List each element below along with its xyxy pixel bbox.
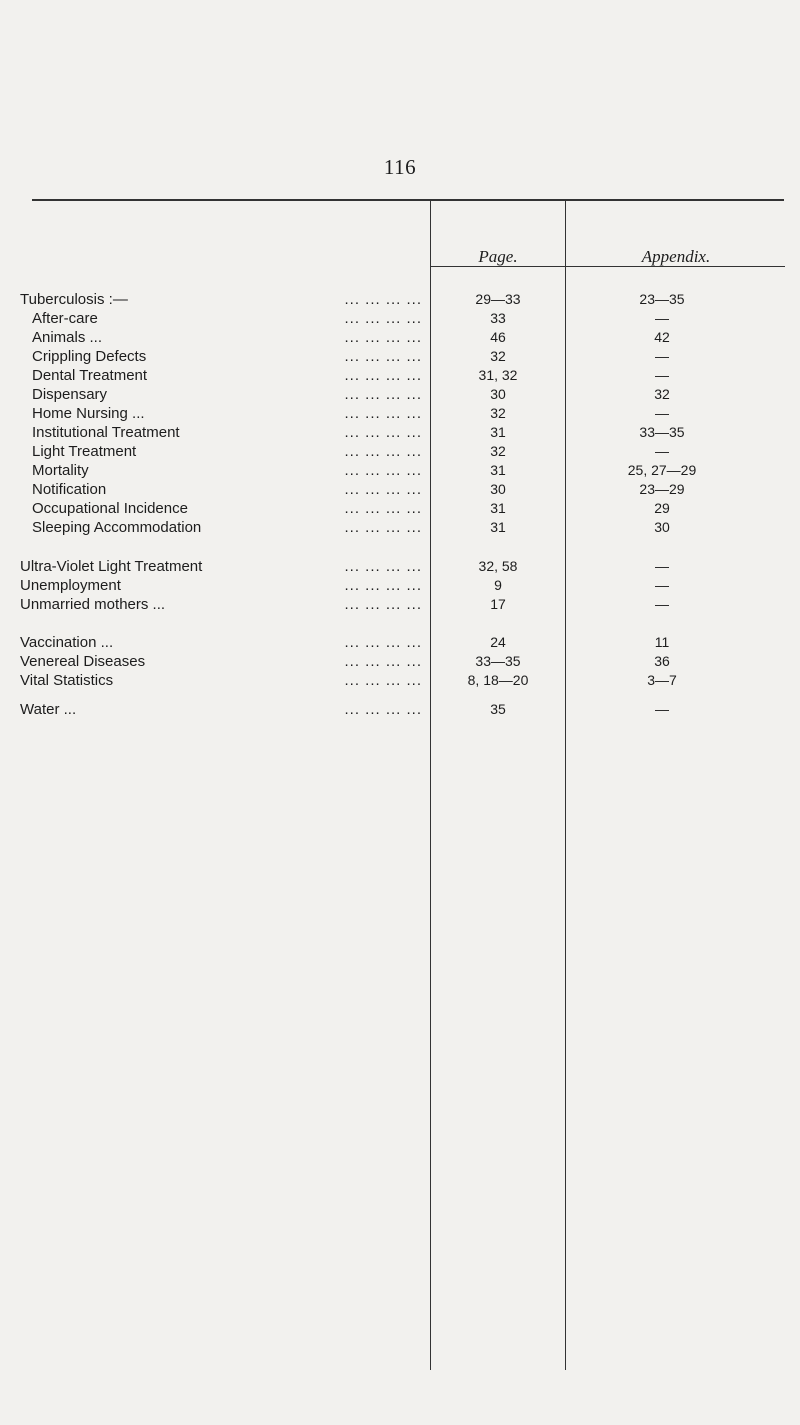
leader-dots: ... ... ... ... [344, 500, 422, 517]
appendix-reference: — [655, 577, 669, 593]
leader-dots: ... ... ... ... [344, 558, 422, 575]
page-reference: 17 [490, 596, 506, 612]
entry-label [32, 385, 428, 404]
entry-label [20, 652, 428, 671]
appendix-reference: 30 [654, 519, 670, 535]
entry-label [20, 595, 428, 614]
leader-dots: ... ... ... ... [344, 386, 422, 403]
entry-label [20, 557, 428, 576]
index-row [0, 671, 800, 690]
index-row [0, 404, 800, 423]
entry-label [20, 576, 428, 595]
page-reference: 31 [490, 500, 506, 516]
leader-dots: ... ... ... ... [344, 329, 422, 346]
page-reference: 35 [490, 701, 506, 717]
index-row [0, 499, 800, 518]
entry-label [32, 480, 428, 499]
appendix-reference: 33—35 [639, 424, 685, 440]
entry-label [32, 461, 428, 480]
index-row [0, 595, 800, 614]
index-row [0, 328, 800, 347]
page-reference: 32 [490, 348, 506, 364]
page-reference: 32 [490, 443, 506, 459]
appendix-reference: — [655, 596, 669, 612]
leader-dots: ... ... ... ... [344, 424, 422, 441]
leader-dots: ... ... ... ... [344, 577, 422, 594]
leader-dots: ... ... ... ... [344, 405, 422, 422]
leader-dots: ... ... ... ... [344, 443, 422, 460]
entry-label-text: Sleeping Accommodation [32, 519, 202, 536]
index-row [0, 700, 800, 719]
page-reference: 31, 32 [478, 367, 518, 383]
page-reference: 46 [490, 329, 506, 345]
column-header-page: Page. [478, 247, 518, 266]
appendix-reference: 25, 27—29 [627, 462, 697, 478]
appendix-reference: 36 [654, 653, 670, 669]
index-row [0, 347, 800, 366]
appendix-reference: 42 [654, 329, 670, 345]
leader-dots: ... ... ... ... [344, 596, 422, 613]
entry-label-text: Tuberculosis :— [20, 291, 128, 308]
page-reference: 9 [494, 577, 502, 593]
appendix-reference: 23—35 [639, 291, 685, 307]
entry-label-text: Mortality [32, 462, 89, 479]
appendix-reference: — [655, 310, 669, 326]
entry-label-text: Occupational Incidence [32, 500, 188, 517]
entry-label-text: Dispensary [32, 386, 108, 403]
leader-dots: ... ... ... ... [344, 310, 422, 327]
appendix-reference: — [655, 405, 669, 421]
page-reference: 24 [490, 634, 506, 650]
appendix-reference: — [655, 367, 669, 383]
index-row [0, 290, 800, 309]
leader-dots: ... ... ... ... [344, 462, 422, 479]
entry-label-text: Venereal Diseases [20, 653, 146, 670]
entry-label [32, 404, 428, 423]
page-number: 116 [383, 155, 417, 179]
index-row [0, 557, 800, 576]
entry-label-text: Dental Treatment [32, 367, 148, 384]
entry-label-text: Ultra-Violet Light Treatment [20, 558, 203, 575]
entry-label-text: Institutional Treatment [32, 424, 180, 441]
entry-label-text: Light Treatment [32, 443, 137, 460]
index-row [0, 366, 800, 385]
page-reference: 33—35 [475, 653, 521, 669]
entry-label [20, 671, 428, 690]
page-reference: 29—33 [475, 291, 521, 307]
index-row [0, 576, 800, 595]
index-row [0, 461, 800, 480]
entry-label [20, 290, 428, 309]
appendix-reference: 32 [654, 386, 670, 402]
column-header-appendix: Appendix. [641, 247, 711, 266]
leader-dots: ... ... ... ... [344, 348, 422, 365]
leader-dots: ... ... ... ... [344, 653, 422, 670]
page-reference: 31 [490, 519, 506, 535]
leader-dots: ... ... ... ... [344, 291, 422, 308]
entry-label [32, 518, 428, 537]
index-row [0, 423, 800, 442]
page-reference: 31 [490, 424, 506, 440]
leader-dots: ... ... ... ... [344, 481, 422, 498]
leader-dots: ... ... ... ... [344, 701, 422, 718]
page-reference: 33 [490, 310, 506, 326]
appendix-reference: — [655, 443, 669, 459]
appendix-reference: 29 [654, 500, 670, 516]
appendix-reference: 11 [654, 634, 670, 650]
entry-label [32, 309, 428, 328]
entry-label-text: Unmarried mothers ... [20, 596, 166, 613]
index-row [0, 442, 800, 461]
index-row [0, 633, 800, 652]
entry-label [32, 366, 428, 385]
appendix-reference: 3—7 [647, 672, 677, 688]
index-row [0, 385, 800, 404]
appendix-reference: — [655, 701, 669, 717]
top-rule [32, 199, 784, 201]
entry-label-text: Water ... [20, 701, 77, 718]
entry-label [32, 499, 428, 518]
appendix-reference: — [655, 348, 669, 364]
entry-label-text: Notification [32, 481, 107, 498]
page-reference: 32 [490, 405, 506, 421]
entry-label-text: Unemployment [20, 577, 121, 594]
page-reference: 30 [490, 481, 506, 497]
appendix-reference: — [655, 558, 669, 574]
index-row [0, 518, 800, 537]
leader-dots: ... ... ... ... [344, 672, 422, 689]
entry-label-text: Vaccination ... [20, 634, 114, 651]
leader-dots: ... ... ... ... [344, 519, 422, 536]
entry-label [32, 423, 428, 442]
appendix-reference: 23—29 [639, 481, 685, 497]
page-reference: 8, 18—20 [467, 672, 529, 688]
entry-label-text: After-care [32, 310, 98, 327]
entry-label-text: Crippling Defects [32, 348, 147, 365]
leader-dots: ... ... ... ... [344, 634, 422, 651]
page-reference: 32, 58 [478, 558, 518, 574]
entry-label [32, 347, 428, 366]
index-row [0, 480, 800, 499]
leader-dots: ... ... ... ... [344, 367, 422, 384]
entry-label-text: Home Nursing ... [32, 405, 145, 422]
index-row [0, 309, 800, 328]
page-reference: 30 [490, 386, 506, 402]
entry-label [32, 328, 428, 347]
page-reference: 31 [490, 462, 506, 478]
entry-label [32, 442, 428, 461]
entry-label-text: Animals ... [32, 329, 103, 346]
entry-label [20, 633, 428, 652]
entry-label-text: Vital Statistics [20, 672, 114, 689]
index-row [0, 652, 800, 671]
entry-label [20, 700, 428, 719]
